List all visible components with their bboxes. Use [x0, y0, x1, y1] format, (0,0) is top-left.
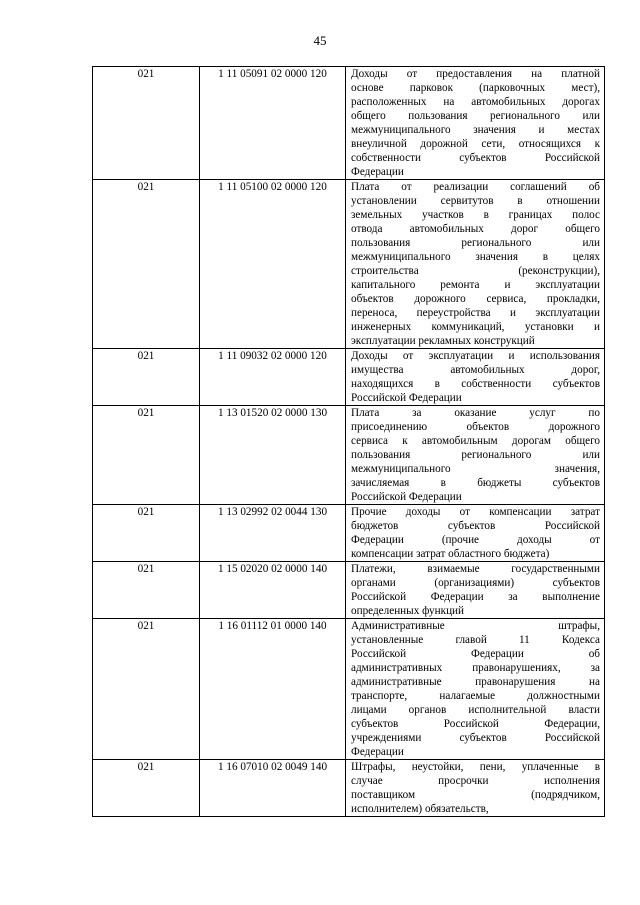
table-row: [93, 406, 605, 505]
revenue-name-line: межмуниципального значения,: [351, 463, 600, 475]
revenue-name-line: зачисляемая в бюджеты субъектов: [351, 477, 600, 489]
revenue-name-line: Прочие доходы от компенсации затрат: [351, 506, 600, 518]
revenue-name-cell: [346, 505, 605, 562]
table-row: [93, 67, 605, 180]
budget-classification-code-cell: 1 11 05091 02 0000 120: [200, 67, 346, 180]
revenue-name-line: имущества автомобильных дорог,: [351, 364, 600, 376]
admin-code-cell: 021: [93, 760, 200, 817]
budget-classification-code-cell: 1 13 01520 02 0000 130: [200, 406, 346, 505]
admin-code-cell: 021: [93, 67, 200, 180]
budget-classification-code-cell: 1 16 01112 01 0000 140: [200, 619, 346, 760]
budget-classification-code-cell: 1 13 02992 02 0044 130: [200, 505, 346, 562]
admin-code-cell: 021: [93, 619, 200, 760]
revenue-name-line: субъектов Российской Федерации,: [351, 718, 600, 730]
revenue-name-cell: [346, 67, 605, 180]
revenue-name-line: Плата за оказание услуг по: [351, 407, 600, 419]
revenue-name-line: пользования регионального или: [351, 449, 600, 461]
table-row: [93, 505, 605, 562]
revenue-name-line: установлении сервитутов в отношении: [351, 195, 600, 207]
revenue-name-line: лицами органов исполнительной власти: [351, 704, 600, 716]
revenue-name-line: Федерации: [351, 166, 404, 178]
page-number: 45: [313, 33, 327, 48]
revenue-name-line: капитального ремонта и эксплуатации: [351, 279, 600, 291]
revenue-name-line: основе парковок (парковочных мест),: [351, 82, 600, 94]
revenue-name-line: строительства (реконструкции),: [351, 265, 600, 277]
revenue-name-line: собственности субъектов Российской: [351, 152, 600, 164]
budget-classification-code-cell: 1 15 02020 02 0000 140: [200, 562, 346, 619]
revenue-name-cell: [346, 406, 605, 505]
budget-classification-code-cell: 1 16 07010 02 0049 140: [200, 760, 346, 817]
revenue-name-line: административные правонарушения на: [351, 676, 600, 688]
revenue-codes-table: [92, 66, 605, 817]
revenue-name-line: переноса, переустройства и эксплуатации: [351, 307, 600, 319]
revenue-name-line: объектов дорожного сервиса, прокладки,: [351, 293, 600, 305]
revenue-name-line: случае просрочки исполнения: [351, 775, 600, 787]
table-row: [93, 562, 605, 619]
revenue-name-cell: [346, 562, 605, 619]
revenue-name-cell: [346, 619, 605, 760]
revenue-name-line: установленные главой 11 Кодекса: [351, 634, 600, 646]
revenue-name-cell: [346, 180, 605, 349]
revenue-name-line: Штрафы, неустойки, пени, уплаченные в: [351, 761, 600, 773]
revenue-name-line: органами (организациями) субъектов: [351, 577, 600, 589]
table-row: [93, 180, 605, 349]
table-body: [93, 67, 605, 817]
budget-classification-code-cell: 1 11 09032 02 0000 120: [200, 349, 346, 406]
table-row: [93, 760, 605, 817]
budget-classification-code-cell: 1 11 05100 02 0000 120: [200, 180, 346, 349]
revenue-name-line: Административные штрафы,: [351, 620, 600, 632]
revenue-name-line: Плата от реализации соглашений об: [351, 181, 600, 193]
revenue-name-line: расположенных на автомобильных дорогах: [351, 96, 600, 108]
revenue-name-line: межмуниципального значения и местах: [351, 124, 600, 136]
revenue-name-line: транспорте, налагаемые должностными: [351, 690, 600, 702]
revenue-name-line: Доходы от эксплуатации и использования: [351, 350, 600, 362]
revenue-name-line: исполнителем) обязательств,: [351, 803, 489, 815]
admin-code-cell: 021: [93, 562, 200, 619]
revenue-name-line: Федерации: [351, 746, 404, 758]
revenue-name-line: административных правонарушениях, за: [351, 662, 600, 674]
revenue-name-line: Российской Федерации об: [351, 648, 600, 660]
revenue-name-line: компенсации затрат областного бюджета): [351, 548, 550, 560]
revenue-name-line: Доходы от предоставления на платной: [351, 68, 600, 80]
revenue-name-line: присоединению объектов дорожного: [351, 421, 600, 433]
admin-code-cell: 021: [93, 180, 200, 349]
revenue-name-line: Платежи, взимаемые государственными: [351, 563, 600, 575]
revenue-name-line: Российской Федерации: [351, 491, 462, 503]
admin-code-cell: 021: [93, 349, 200, 406]
revenue-name-cell: [346, 349, 605, 406]
revenue-name-line: Федерации (прочие доходы от: [351, 534, 600, 546]
revenue-name-line: межмуниципального значения в целях: [351, 251, 600, 263]
table-row: [93, 619, 605, 760]
revenue-name-line: Российской Федерации за выполнение: [351, 591, 600, 603]
revenue-name-line: эксплуатации рекламных конструкций: [351, 335, 535, 347]
revenue-name-line: определенных функций: [351, 605, 465, 617]
admin-code-cell: 021: [93, 505, 200, 562]
admin-code-cell: 021: [93, 406, 200, 505]
revenue-name-line: поставщиком (подрядчиком,: [351, 789, 600, 801]
table-row: [93, 349, 605, 406]
revenue-name-line: бюджетов субъектов Российской: [351, 520, 600, 532]
revenue-name-line: инженерных коммуникаций, установки и: [351, 321, 600, 333]
revenue-name-line: учреждениями субъектов Российской: [351, 732, 600, 744]
revenue-name-line: внеуличной дорожной сети, относящихся к: [351, 138, 600, 150]
revenue-name-line: земельных участков в границах полос: [351, 209, 600, 221]
revenue-name-line: находящихся в собственности субъектов: [351, 378, 600, 390]
revenue-name-line: Российской Федерации: [351, 392, 462, 404]
revenue-name-line: пользования регионального или: [351, 237, 600, 249]
revenue-name-line: отвода автомобильных дорог общего: [351, 223, 600, 235]
revenue-name-line: общего пользования регионального или: [351, 110, 600, 122]
revenue-name-cell: [346, 760, 605, 817]
revenue-name-line: сервиса к автомобильным дорогам общего: [351, 435, 600, 447]
